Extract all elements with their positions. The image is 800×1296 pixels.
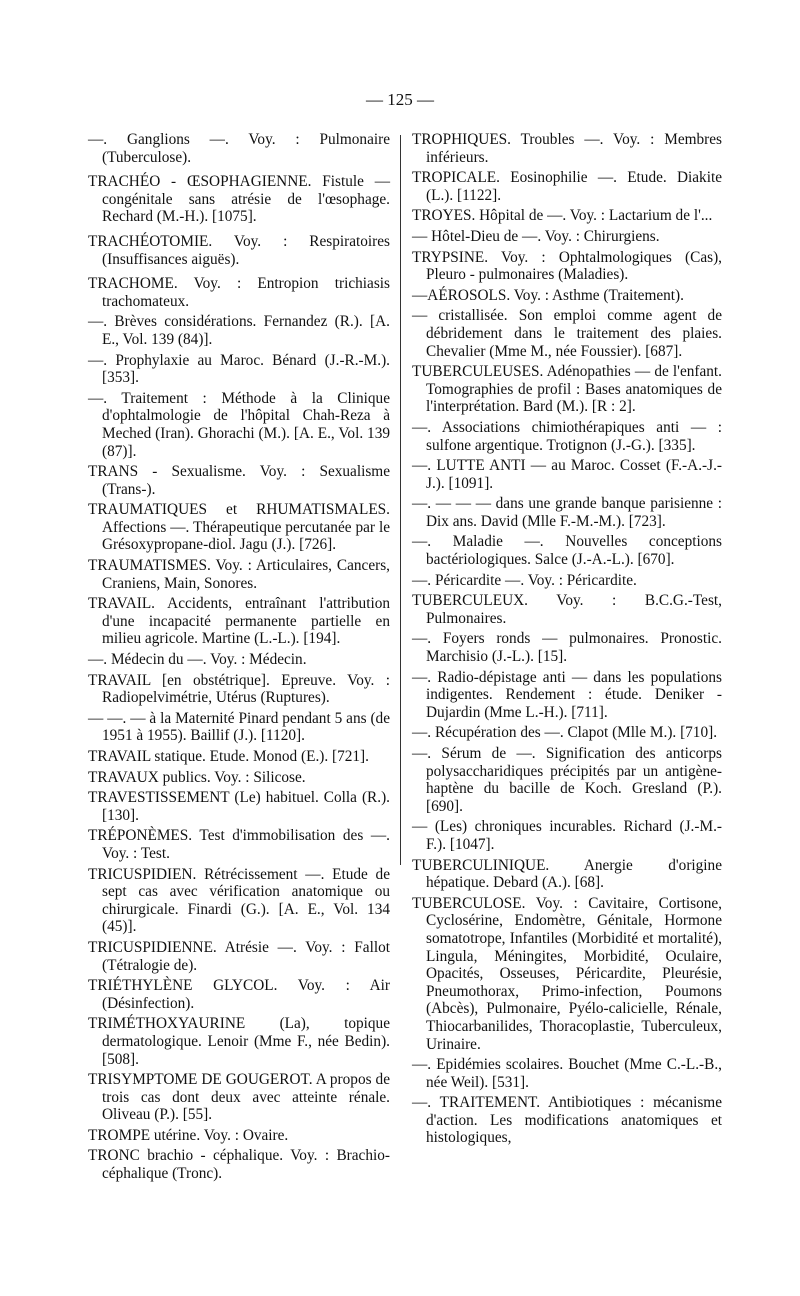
index-entry: TRAVESTISSEMENT (Le) habituel. Colla (R.). [130]. xyxy=(88,789,390,824)
index-entry: TROPICALE. Eosinophilie —. Etude. Diakite (L.). [1122]. xyxy=(412,169,722,204)
index-entry: TRIÉTHYLÈNE GLYCOL. Voy. : Air (Désinfection). xyxy=(88,977,390,1012)
index-entry: —AÉROSOLS. Voy. : Asthme (Traitement). xyxy=(412,286,684,304)
index-entry: TRACHÉO - ŒSOPHAGIENNE. Fistule — congénitale sans atrésie de l'œsophage. Rechard (M.-H.). [1075]. xyxy=(88,173,390,226)
index-entry: —. Foyers ronds — pulmonaires. Pronostic. Marchisio (J.-L.). [15]. xyxy=(412,630,722,666)
index-entry: — cristallisée. Son emploi comme agent de débridement dans le traitement des plaies. Chevalier (Mme M., née Foussier). [687]. xyxy=(412,307,722,360)
index-entry: TRACHOME. Voy. : Entropion trichiasis trachomateux. xyxy=(88,275,390,310)
index-entry: —. Prophylaxie au Maroc. Bénard (J.-R.-M.). [353]. xyxy=(88,351,390,387)
index-entry: —. Maladie —. Nouvelles conceptions bactériologiques. Salce (J.-A.-L.). [670]. xyxy=(412,533,722,569)
column-divider xyxy=(400,135,401,865)
index-entry: —. — — — dans une grande banque parisienne : Dix ans. David (Mlle F.-M.-M.). [723]. xyxy=(412,495,722,530)
index-entry: —. Associations chimiothérapiques anti — : sulfone argentique. Trotignon (J.-G.). [335]. xyxy=(412,418,722,454)
index-entry: TRANS - Sexualisme. Voy. : Sexualisme (Trans-). xyxy=(88,463,390,498)
index-entry: —. Récupération des —. Clapot (Mlle M.). [710]. xyxy=(412,724,718,742)
index-entry: TRAVAIL statique. Etude. Monod (E.). [721]. xyxy=(88,748,369,765)
index-entry: TRAVAIL [en obstétrique]. Epreuve. Voy. : Radiopelvimétrie, Utérus (Ruptures). xyxy=(88,671,390,707)
index-entry: —. Brèves considérations. Fernandez (R.). [A. E., Vol. 139 (84)]. xyxy=(88,313,390,348)
index-entry: TRIMÉTHOXYAURINE (La), topique dermatologique. Lenoir (Mme F., née Bedin). [508]. xyxy=(88,1015,390,1068)
index-entry: — —. — à la Maternité Pinard pendant 5 ans (de 1951 à 1955). Baillif (J.). [1120]. xyxy=(88,709,390,745)
index-entry: TROMPE utérine. Voy. : Ovaire. xyxy=(88,1126,289,1144)
index-entry: TUBERCULOSE. Voy. : Cavitaire, Cortisone, Cyclosérine, Endomètre, Génitale, Hormone somatotrope, Infantiles (Morbidité et mortalité), Lingula, Méningites, Morbidité, Oculaire, Opacités, Osseuses, Péricardite, Pleurésie, Pneumothorax, Primo-infection, Poumons (Abcès), Pulmonaire, Pyélo-calicielle, Rénale, Thiocarbanilides, Thoracoplastie, Tuberculeux, Urinaire. xyxy=(412,894,722,1053)
index-entry: —. TRAITEMENT. Antibiotiques : mécanisme d'action. Les modifications anatomiques et histologiques, xyxy=(412,1094,722,1147)
index-entry: TRAUMATIQUES et RHUMATISMALES. Affections —. Thérapeutique percutanée par le Grésoxypropane-diol. Jagu (J.). [726]. xyxy=(88,501,390,554)
index-entry: TUBERCULINIQUE. Anergie d'origine hépatique. Debard (A.). [68]. xyxy=(412,856,722,892)
index-entry: —. LUTTE ANTI — au Maroc. Cosset (F.-A.-J.-J.). [1091]. xyxy=(412,457,722,492)
right-column xyxy=(412,131,722,1150)
index-entry: TROYES. Hôpital de —. Voy. : Lactarium de l'... xyxy=(412,207,713,225)
index-entry: TRICUSPIDIENNE. Atrésie —. Voy. : Fallot (Tétralogie de). xyxy=(88,938,390,974)
index-entry: TRAVAUX publics. Voy. : Silicose. xyxy=(88,768,306,786)
index-entry: — Hôtel-Dieu de —. Voy. : Chirurgiens. xyxy=(412,227,660,245)
index-entry: TRONC brachio - céphalique. Voy. : Brachio-céphalique (Tronc). xyxy=(88,1147,390,1183)
index-entry: TUBERCULEUX. Voy. : B.C.G.-Test, Pulmonaires. xyxy=(412,592,722,627)
index-entry: TRAVAIL. Accidents, entraînant l'attribution d'une incapacité permanente partielle en milieu agricole. Martine (L.-L.). [194]. xyxy=(88,595,390,648)
index-entry: TRICUSPIDIEN. Rétrécissement —. Etude de sept cas avec vérification anatomique ou chirurgicale. Finardi (G.). [A. E., Vol. 134 (45)]. xyxy=(88,865,390,936)
index-entry: — (Les) chroniques incurables. Richard (J.-M.-F.). [1047]. xyxy=(412,818,722,853)
index-entry: TRYPSINE. Voy. : Ophtalmologiques (Cas), Pleuro - pulmonaires (Maladies). xyxy=(412,248,722,284)
index-entry: —. Traitement : Méthode à la Clinique d'ophtalmologie de l'hôpital Chah-Reza à Meched (Iran). Ghorachi (M.). [A. E., Vol. 139 (87)]. xyxy=(88,389,390,460)
index-entry: —. Péricardite —. Voy. : Péricardite. xyxy=(412,571,637,589)
index-entry: —. Epidémies scolaires. Bouchet (Mme C.-L.-B., née Weil). [531]. xyxy=(412,1056,722,1091)
index-entry: —. Radio-dépistage anti — dans les populations indigentes. Rendement : étude. Deniker - Dujardin (Mme L.-H.). [711]. xyxy=(412,668,722,721)
index-entry: —. Ganglions —. Voy. : Pulmonaire (Tuberculose). xyxy=(88,131,390,166)
index-entry: TROPHIQUES. Troubles —. Voy. : Membres inférieurs. xyxy=(412,131,722,166)
index-entry: —. Sérum de —. Signification des anticorps polysaccharidiques précipités par un antigène-haptène du bacille de Koch. Gresland (P.). [690]. xyxy=(412,745,722,815)
index-entry: TRÉPONÈMES. Test d'immobilisation des —. Voy. : Test. xyxy=(88,827,390,862)
index-entry: TRACHÉOTOMIE. Voy. : Respiratoires (Insuffisances aiguës). xyxy=(88,232,390,268)
left-column xyxy=(88,131,390,1186)
index-entry: TUBERCULEUSES. Adénopathies — de l'enfant. Tomographies de profil : Bases anatomiques de l'interprétation. Bard (M.). [R : 2]. xyxy=(412,363,722,416)
page-number: — 125 — xyxy=(366,90,434,109)
index-entry: TRISYMPTOME DE GOUGEROT. A propos de trois cas dont deux avec atteinte rénale. Oliveau (P.). [55]. xyxy=(88,1071,390,1124)
index-entry: —. Médecin du —. Voy. : Médecin. xyxy=(88,651,307,669)
index-entry: TRAUMATISMES. Voy. : Articulaires, Cancers, Craniens, Main, Sonores. xyxy=(88,557,390,592)
